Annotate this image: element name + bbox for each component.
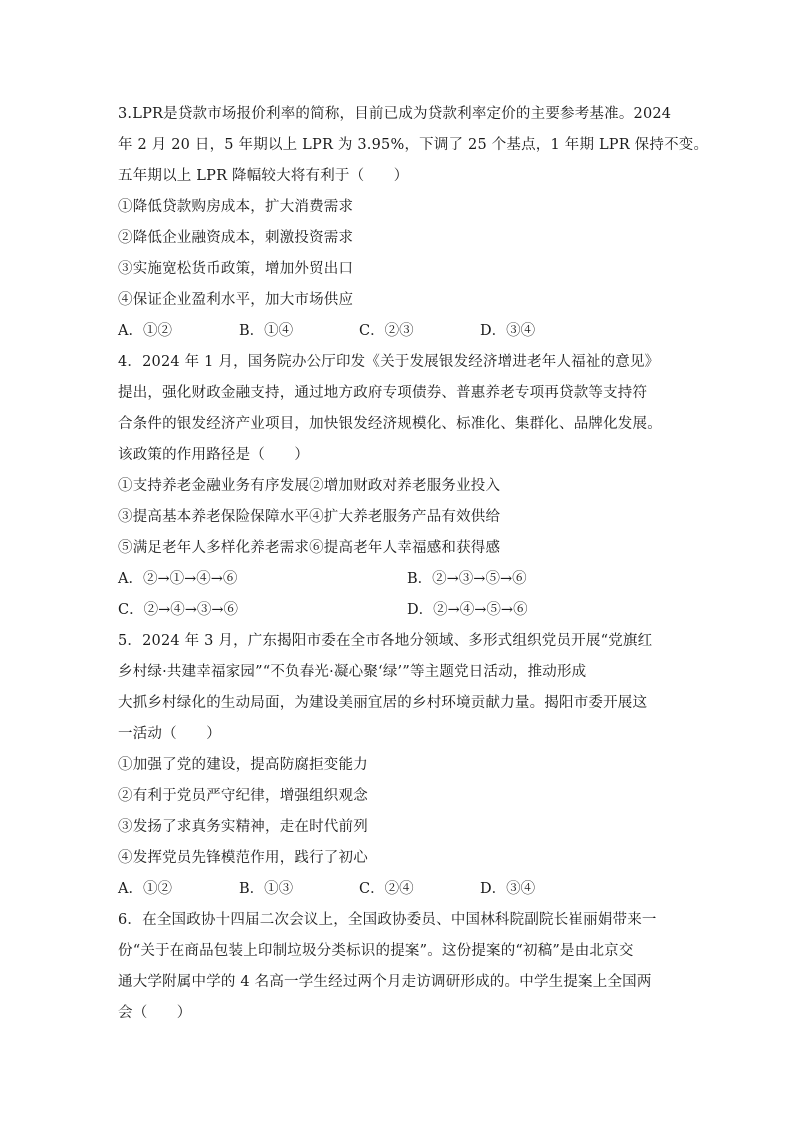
question-stem-line: 乡村绿·共建幸福家园”“不负春光·凝心聚‘绿’”等主题党日活动，推动形成: [118, 664, 587, 680]
answer-options: [118, 874, 698, 905]
statement-item: ③发扬了求真务实精神，走在时代前列: [118, 819, 368, 835]
question-stem-line: 年 2 月 20 日，5 年期以上 LPR 为 3.95%，下调了 25 个基点，1 年期 LPR 保持不变。: [118, 137, 709, 153]
statement-item: ①降低贷款购房成本，扩大消费需求: [118, 199, 354, 215]
statement-item: ③实施宽松货币政策，增加外贸出口: [118, 261, 354, 277]
option-b: B．①③: [239, 881, 294, 897]
option-c: C．②→④→③→⑥: [118, 602, 239, 618]
question-list: [118, 99, 709, 1029]
question-stem-line: 该政策的作用路径是（ ）: [118, 447, 310, 463]
answer-options: [118, 564, 698, 595]
answer-options: [118, 316, 698, 347]
statement-item: ①加强了党的建设，提高防腐拒变能力: [118, 757, 368, 773]
question-stem-line: 五年期以上 LPR 降幅较大将有利于（ ）: [118, 168, 409, 184]
question-stem-line: 一活动（ ）: [118, 726, 221, 742]
option-b: B．②→③→⑤→⑥: [407, 571, 527, 587]
statement-item: ②有利于党员严守纪律，增强组织观念: [118, 788, 368, 804]
question-5: [118, 626, 698, 905]
option-c: C．②④: [359, 881, 414, 897]
question-stem-line: 提出，强化财政金融支持，通过地方政府专项债券、普惠养老专项再贷款等支持符: [118, 385, 648, 401]
statement-item: ④发挥党员先锋模范作用，践行了初心: [118, 850, 368, 866]
question-stem-line: 合条件的银发经济产业项目，加快银发经济规模化、标准化、集群化、品牌化发展。: [118, 416, 662, 432]
option-d: D．②→④→⑤→⑥: [407, 602, 528, 618]
option-d: D．③④: [480, 881, 536, 897]
option-c: C．②③: [359, 323, 414, 339]
question-stem-line: 3.LPR是贷款市场报价利率的简称，目前已成为贷款利率定价的主要参考基准。2024: [118, 106, 672, 122]
question-4: [118, 347, 698, 626]
question-stem-line: 5．2024 年 3 月，广东揭阳市委在全市各地分领域、多形式组织党员开展“党旗红: [118, 633, 653, 649]
statement-item: ①支持养老金融业务有序发展②增加财政对养老服务业投入: [118, 478, 501, 494]
question-6: [118, 905, 698, 1029]
question-stem-line: 份“关于在商品包装上印制垃圾分类标识的提案”。这份提案的“初稿”是由北京交: [118, 943, 634, 959]
statement-item: ⑤满足老年人多样化养老需求⑥提高老年人幸福感和获得感: [118, 540, 501, 556]
question-stem-line: 通大学附属中学的 4 名高一学生经过两个月走访调研形成的。中学生提案上全国两: [118, 974, 652, 990]
statement-item: ④保证企业盈利水平，加大市场供应: [118, 292, 354, 308]
question-stem-line: 大抓乡村绿化的生动局面，为建设美丽宜居的乡村环境贡献力量。揭阳市委开展这: [118, 695, 648, 711]
question-3: [118, 99, 709, 347]
answer-options: [118, 595, 698, 626]
option-a: A．②→①→④→⑥: [118, 571, 238, 587]
statement-item: ②降低企业融资成本，刺激投资需求: [118, 230, 354, 246]
question-stem-line: 6．在全国政协十四届二次会议上，全国政协委员、中国林科院副院长崔丽娟带来一: [118, 912, 657, 928]
question-stem-line: 4．2024 年 1 月，国务院办公厅印发《关于发展银发经济增进老年人福祉的意见》: [118, 354, 660, 370]
option-d: D．③④: [480, 323, 536, 339]
question-stem-line: 会（ ）: [118, 1005, 192, 1021]
option-a: A．①②: [118, 881, 172, 897]
option-a: A．①②: [118, 323, 172, 339]
option-b: B．①④: [239, 323, 294, 339]
statement-item: ③提高基本养老保险保障水平④扩大养老服务产品有效供给: [118, 509, 501, 525]
